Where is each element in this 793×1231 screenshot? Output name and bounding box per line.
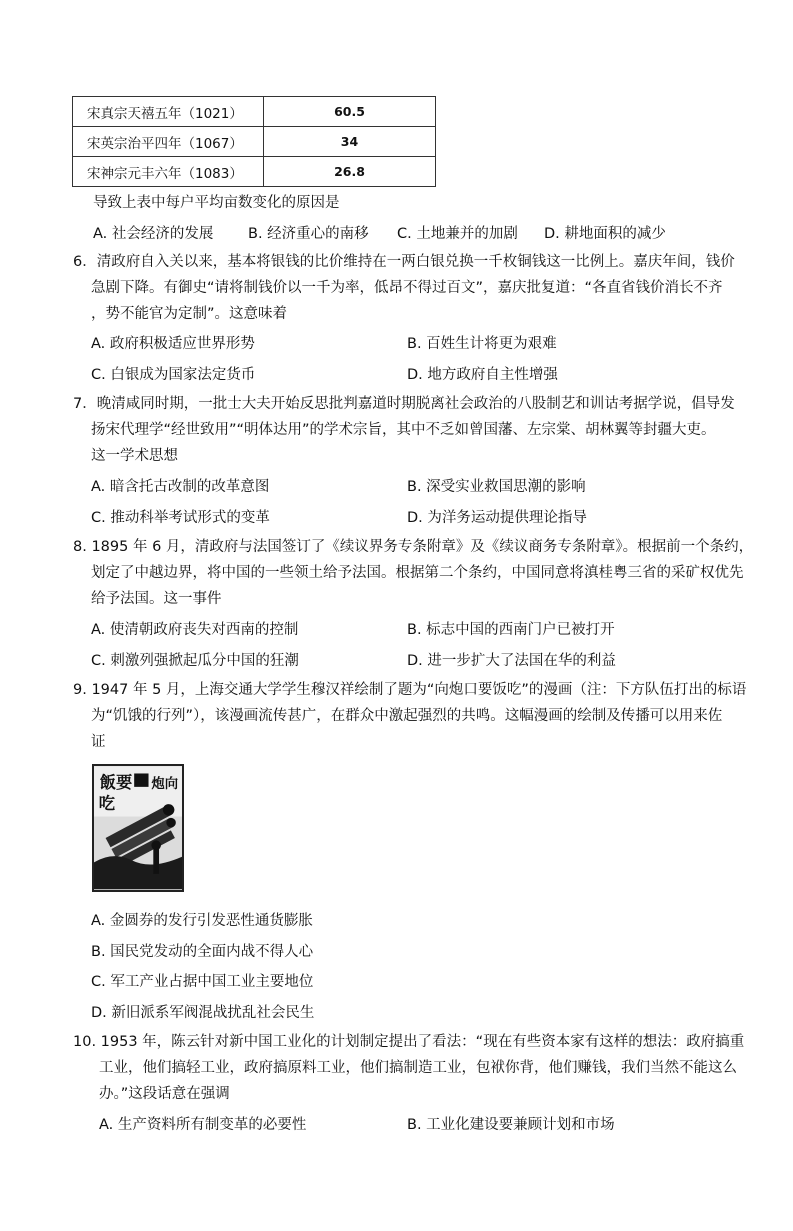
q10-option-a: A. 生产资料所有制变革的必要性 bbox=[99, 1117, 307, 1133]
q5-option-d: D. 耕地面积的减少 bbox=[544, 226, 666, 242]
table-cell-value: 26.8 bbox=[264, 157, 436, 187]
table-row bbox=[73, 97, 436, 127]
q9-line-1: 9. 1947 年 5 月，上海交通大学学生穆汉祥绘制了题为“向炮口要饭吃”的漫画（注：下方队伍打出的标语 bbox=[73, 682, 747, 698]
table-row bbox=[73, 157, 436, 187]
q7-option-c: C. 推动科举考试形式的变革 bbox=[91, 510, 270, 526]
q6-option-b: B. 百姓生计将更为艰难 bbox=[407, 336, 557, 352]
q9-option-d: D. 新旧派系军阀混战扰乱社会民生 bbox=[91, 1005, 315, 1021]
q7-line-3: 这一学术思想 bbox=[91, 448, 178, 464]
q7-option-b: B. 深受实业救国思潮的影响 bbox=[407, 479, 586, 495]
table-cell-value: 34 bbox=[264, 127, 436, 157]
q9-option-a: A. 金圆券的发行引发恶性通货膨胀 bbox=[91, 913, 313, 929]
q5-option-b: B. 经济重心的南移 bbox=[248, 226, 369, 242]
q8-line-3: 给予法国。这一事件 bbox=[91, 591, 222, 607]
q7-line-1: 7．晚清咸同时期，一批士大夫开始反思批判嘉道时期脱离社会政治的八股制艺和训诂考据学说，倡导发 bbox=[73, 396, 735, 412]
table-cell-period: 宋神宗元丰六年（1083） bbox=[73, 157, 264, 187]
q8-option-c: C. 刺激列强掀起瓜分中国的狂潮 bbox=[91, 653, 299, 669]
q7-option-d: D. 为洋务运动提供理论指导 bbox=[407, 510, 587, 526]
q10-line-2: 工业，他们搞轻工业，政府搞原料工业，他们搞制造工业，包袱你背，他们赚钱，我们当然不能这么 bbox=[99, 1060, 737, 1076]
q6-line-2: 急剧下降。有御史“请将制钱价以一千为率，低昂不得过百文”，嘉庆批复道：“各直省钱价消长不齐 bbox=[91, 280, 723, 296]
data-table bbox=[72, 96, 436, 187]
q6-option-c: C. 白银成为国家法定货币 bbox=[91, 367, 256, 383]
q9-option-b: B. 国民党发动的全面内战不得人心 bbox=[91, 944, 314, 960]
q9-line-3: 证 bbox=[91, 734, 106, 750]
q6-option-d: D. 地方政府自主性增强 bbox=[407, 367, 558, 383]
svg-text:飯要: 飯要 bbox=[99, 772, 133, 792]
q10-line-3: 办。”这段话意在强调 bbox=[99, 1086, 230, 1102]
q10-option-b: B. 工业化建设要兼顾计划和市场 bbox=[407, 1117, 615, 1133]
table-row bbox=[73, 127, 436, 157]
q6-line-3: ，势不能官为定制”。这意味着 bbox=[91, 306, 288, 322]
q8-option-a: A. 使清朝政府丧失对西南的控制 bbox=[91, 622, 299, 638]
q5-option-c: C. 土地兼并的加剧 bbox=[397, 226, 518, 242]
q6-line-1: 6．清政府自入关以来，基本将银钱的比价维持在一两白银兑换一千枚铜钱这一比例上。嘉庆年间，钱价 bbox=[73, 254, 735, 270]
table-cell-period: 宋英宗治平四年（1067） bbox=[73, 127, 264, 157]
q6-option-a: A. 政府积极适应世界形势 bbox=[91, 336, 255, 352]
q8-line-2: 划定了中越边界，将中国的一些领土给予法国。根据第二个条约，中国同意将滇桂粤三省的采矿权优先 bbox=[91, 565, 744, 581]
q7-line-2: 扬宋代理学“经世致用”“明体达用”的学术宗旨，其中不乏如曾国藩、左宗棠、胡林翼等封疆大吏。 bbox=[91, 422, 716, 438]
q8-option-d: D. 进一步扩大了法国在华的利益 bbox=[407, 653, 616, 669]
q5-stem: 导致上表中每户平均亩数变化的原因是 bbox=[93, 195, 340, 211]
cartoon-drawing bbox=[94, 766, 182, 890]
q8-option-b: B. 标志中国的西南门户已被打开 bbox=[407, 622, 615, 638]
cartoon-image bbox=[92, 764, 184, 892]
q9-option-c: C. 军工产业占据中国工业主要地位 bbox=[91, 974, 314, 990]
q8-line-1: 8. 1895 年 6 月，清政府与法国签订了《续议界务专条附章》及《续议商务专条附章》。根据前一个条约， bbox=[73, 539, 754, 555]
svg-text:炮向: 炮向 bbox=[151, 776, 179, 792]
q10-line-1: 10. 1953 年，陈云针对新中国工业化的计划制定提出了看法：“现在有些资本家有这样的想法：政府搞重 bbox=[73, 1034, 745, 1050]
table-cell-period: 宋真宗天禧五年（1021） bbox=[73, 97, 264, 127]
q9-line-2: 为“饥饿的行列”），该漫画流传甚广，在群众中激起强烈的共鸣。这幅漫画的绘制及传播可以用来佐 bbox=[91, 708, 723, 724]
q7-option-a: A. 暗含托古改制的改革意图 bbox=[91, 479, 270, 495]
svg-text:吃: 吃 bbox=[98, 793, 116, 813]
table-cell-value: 60.5 bbox=[264, 97, 436, 127]
q5-option-a: A. 社会经济的发展 bbox=[93, 226, 214, 242]
